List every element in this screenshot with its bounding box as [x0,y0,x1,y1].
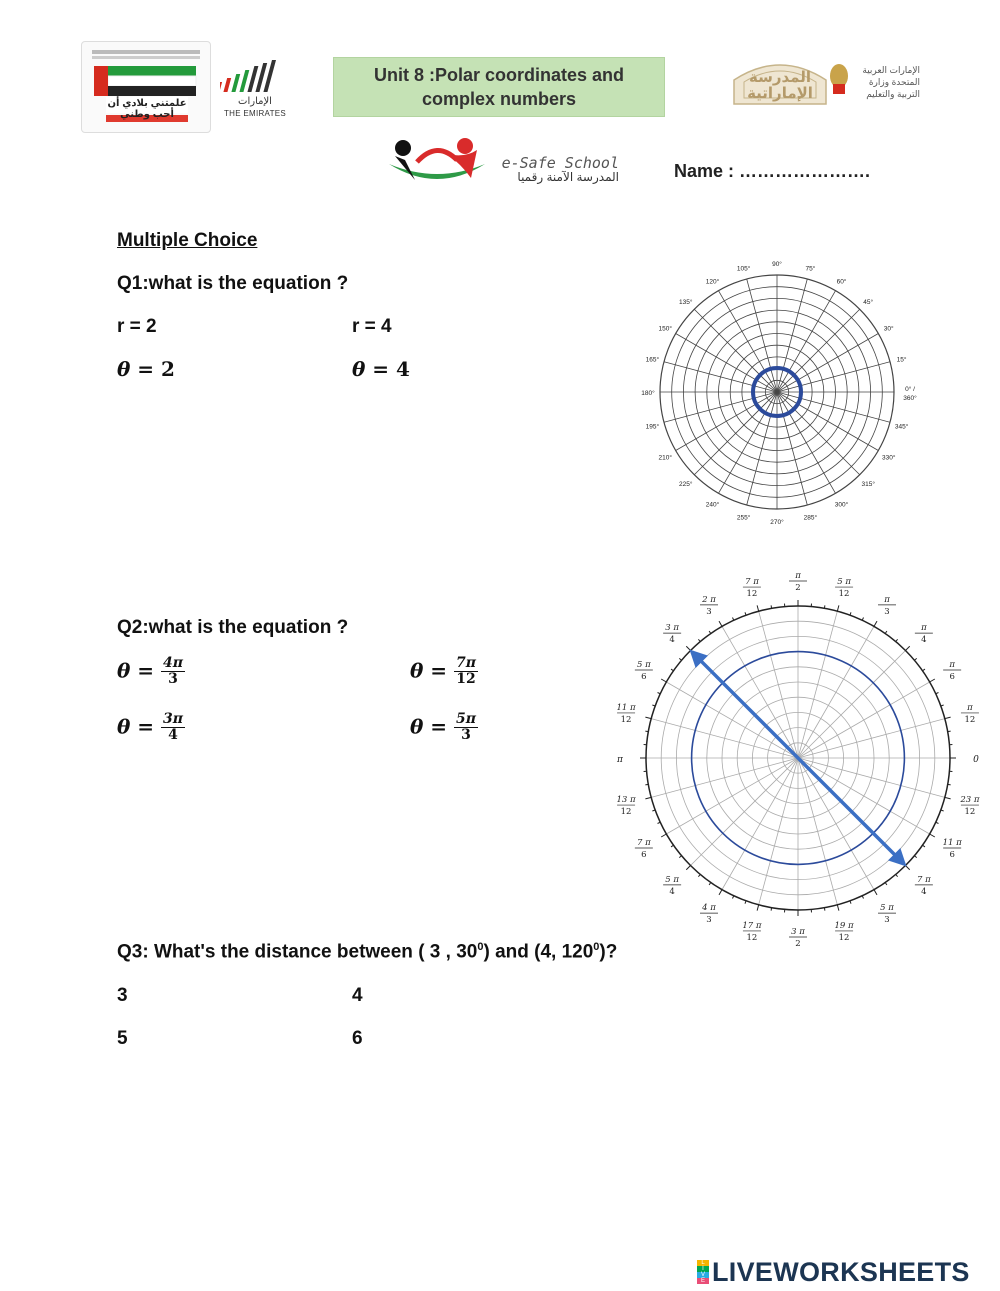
angle-label: 330° [881,454,896,462]
tick-mark [661,679,666,682]
emirates-label: THE EMIRATES [223,109,287,118]
tick-mark [896,874,898,876]
angle-label [742,921,762,943]
fraction [454,712,478,744]
q2-question: Q2:what is the equation ? [117,617,349,638]
angle-label [973,755,979,765]
grid-spoke [777,392,836,493]
angle-label [616,755,624,765]
icon-letter: E [697,1278,709,1284]
liveworksheets-logo [697,1256,970,1288]
tick-mark [948,731,951,732]
angle-label-den: 12 [838,932,850,943]
angle-label-num: 5 π [636,660,651,670]
unit-title-box [333,57,665,117]
q2-option-b[interactable] [410,656,478,688]
angle-label-num: 5 π [880,903,894,914]
theta-symbol: θ = [352,357,390,381]
tick-mark [923,845,925,847]
tick-mark [862,618,863,621]
angle-label-den: 3 [706,606,712,617]
angle-label: 165° [645,356,660,364]
tick-mark [945,797,951,799]
q3-question-pre: Q3: What's the distance between ( 3 , 30 [117,941,478,963]
angle-label: 210° [658,454,673,462]
angle-label: 105° [736,265,751,273]
esafe-arabic: المدرسة الآمنة رقميا [517,170,619,184]
tick-mark [658,692,661,693]
tick-mark [936,822,939,823]
esafe-figures-icon [387,134,487,190]
q2-polar-grid [612,572,982,947]
angle-label: 240° [705,501,720,509]
angle-label: 120° [705,278,720,286]
tick-mark [719,890,722,895]
angle-label: 345° [894,423,909,431]
q3-question-post: )? [599,941,618,963]
angle-label-num: 13 π [616,795,636,806]
angle-label [743,577,761,599]
q3-sup1: 0 [477,941,484,953]
angle-label-den: 3 [706,915,712,926]
tick-mark [885,883,887,885]
angle-label [663,875,681,897]
tick-mark [930,679,935,682]
tick-mark [771,605,772,608]
left-logo [81,41,211,133]
angle-label: 30° [883,325,894,333]
q1-option-a[interactable]: r = 2 [117,316,157,337]
tick-mark [874,621,877,626]
angle-label-num: π [949,660,955,670]
grid-spoke [798,682,930,758]
ministry-logo [730,50,920,110]
grid-spoke [777,291,836,392]
fraction-den: 3 [168,671,178,688]
angle-label-den: 6 [949,672,955,682]
angle-label-den: 12 [964,807,976,818]
tick-mark [698,639,700,641]
angle-label-den: 12 [620,807,632,818]
name-field[interactable]: Name : …………………. [674,161,871,181]
angle-label-den: 4 [921,886,927,897]
tick-mark [709,631,711,633]
tick-mark [645,717,651,719]
theta-symbol: θ = [117,357,155,381]
angle-label: 45° [863,298,874,306]
angle-label: 75° [805,265,816,273]
q3-question-mid: ) and (4, 120 [483,941,594,963]
tick-mark [757,905,759,911]
angle-label-den: 6 [641,850,647,860]
angle-label-den: 2 [795,583,801,593]
angle-label: 360° [903,395,917,402]
angle-label-den: 12 [746,589,758,600]
q3-option-a[interactable]: 3 [117,985,128,1006]
q2-option-c[interactable] [117,712,185,744]
angle-label [943,660,961,682]
angle-label-num: 11 π [942,838,962,848]
left-logo-text: علمتني بلادي أن أحب وطني [107,98,187,120]
grid-spoke [666,758,798,834]
tick-mark [645,731,648,732]
angle-label-num: π [921,623,927,634]
angle-label [835,577,853,599]
angle-label: 135° [679,298,693,306]
tick-mark [885,631,887,633]
tick-mark [661,834,666,837]
angle-label-num: 7 π [745,577,759,588]
tick-mark [671,845,673,847]
fraction-num: 7π [456,655,477,671]
angle-label: 150° [658,325,673,333]
angle-label [700,903,718,925]
theta-symbol: θ = [410,714,448,739]
angle-label: 225° [679,481,693,489]
angle-label-den: 4 [669,635,675,646]
tick-mark [905,646,909,650]
q3-question [117,941,617,963]
angle-label-den: 3 [884,606,890,617]
theta-symbol: θ = [410,658,448,683]
q3-option-d[interactable]: 6 [352,1028,363,1049]
angle-label-den: 6 [641,672,647,682]
angle-label [789,927,807,947]
grid-spoke [777,392,878,451]
angle-label-den: 12 [838,589,850,600]
tick-mark [732,896,733,899]
grid-spoke [798,719,945,758]
tick-mark [914,856,916,858]
theta-symbol: θ = [117,658,155,683]
section-title: Multiple Choice [117,230,258,251]
angle-label [663,623,681,645]
tick-mark [862,896,863,899]
angle-label: 255° [736,514,751,522]
tick-mark [945,717,951,719]
fraction-den: 4 [168,727,178,744]
q1-option-d-value: 4 [396,357,410,381]
angle-label [878,903,896,925]
fraction [161,656,185,688]
q3-option-c[interactable]: 5 [117,1028,128,1049]
angle-label: 315° [861,481,875,489]
q1-polar-grid [626,252,926,537]
angle-label-den: 4 [921,635,927,646]
grid-spoke [676,392,777,451]
tick-mark [658,822,661,823]
ministry-arabic: الإمارات العربية المتحدة وزارة التربية والتعليم [862,65,920,99]
angle-label: 180° [641,390,655,397]
angle-label [943,838,963,860]
school-arabic: المدرسة الإماراتية [747,69,813,102]
angle-label: 0° / [905,386,915,393]
angle-label-num: 3 π [791,927,805,937]
grid-spoke [651,758,798,797]
grid-spoke [798,611,837,758]
angle-label [835,921,855,943]
tick-mark [732,618,733,621]
angle-label-num: π [795,572,801,581]
angle-label [789,572,807,593]
tick-mark [679,658,681,660]
tick-mark [671,669,673,671]
tick-mark [771,908,772,911]
fraction [161,712,185,744]
angle-label [700,595,718,617]
theta-symbol: θ = [117,714,155,739]
angle-label-den: 12 [620,714,632,725]
tick-mark [936,692,939,693]
fraction [454,656,478,688]
tick-mark [837,905,839,911]
q3-option-b[interactable]: 4 [352,985,363,1006]
angle-label: 195° [645,423,660,431]
angle-label [878,595,896,617]
angle-label-num: 5 π [665,874,679,885]
angle-label-num: 2 π [702,594,716,605]
angle-label [617,795,637,817]
q1-option-c-value: 2 [161,357,175,381]
icon-letter: V [697,1272,709,1278]
grid-spoke [777,334,878,393]
unit-title-line1: Unit 8 :Polar coordinates and [373,65,625,85]
tick-mark [709,883,711,885]
angle-label [635,838,653,860]
angle-label-den: 12 [746,932,758,943]
grid-spoke [722,758,798,890]
tick-mark [679,856,681,858]
fraction-num: 5π [456,711,477,727]
angle-label-num: 4 π [702,903,716,914]
angle-label: 285° [803,514,818,522]
angle-label [959,795,980,817]
angle-label [961,703,979,725]
angle-label: 300° [834,501,849,509]
angle-label-den: 2 [795,939,801,947]
angle-label-num: 17 π [742,920,762,931]
grid-spoke [719,392,778,493]
angle-label-num: 7 π [917,874,931,885]
tick-mark [719,621,722,626]
grid-spoke [676,334,777,393]
liveworksheets-icon [697,1260,709,1284]
fraction-num: 3π [163,711,184,727]
angle-label-num: 7 π [636,838,651,848]
q2-option-d[interactable] [410,712,478,744]
tick-mark [686,646,690,650]
liveworksheets-brand: LIVEWORKSHEETS [712,1256,970,1287]
q1-option-d[interactable] [352,357,410,381]
fraction-den: 3 [461,727,471,744]
tick-mark [824,605,825,608]
tick-mark [645,784,648,785]
angle-label-den: 3 [884,915,890,926]
tick-mark [905,865,909,869]
q2-option-a[interactable] [117,656,185,688]
unit-title-line2: complex numbers [421,89,577,109]
esafe-label: e-Safe School [501,154,619,172]
falcon-emblem-icon [826,62,852,98]
tick-mark [874,890,877,895]
tick-mark [698,874,700,876]
tick-mark [914,658,916,660]
tick-mark [923,669,925,671]
q3-sup2: 0 [593,941,600,953]
angle-label-num: 11 π [616,702,636,713]
emirates-bars-icon [220,60,290,96]
icon-letter: L [697,1260,709,1266]
angle-label: 15° [896,356,907,364]
tick-mark [824,908,825,911]
angle-label-text: 0 [973,755,979,765]
angle-label [915,875,933,897]
q1-option-c[interactable] [117,357,175,381]
tick-mark [930,834,935,837]
angle-label-den: 6 [949,850,955,860]
tick-mark [948,784,951,785]
emirates-arabic: الإمارات [238,96,272,107]
fraction-den: 12 [456,671,476,688]
q1-question: Q1:what is the equation ? [117,273,349,294]
angle-label-den: 12 [964,714,976,725]
tick-mark [757,605,759,611]
esafe-logo [387,134,622,194]
tick-mark [645,797,651,799]
angle-label [915,623,933,645]
fraction-num: 4π [163,655,184,671]
angle-label-text: π [617,755,623,765]
angle-label-num: π [967,702,973,713]
angle-label-num: 5 π [837,577,851,588]
icon-letter: I [697,1266,709,1272]
q1-option-b[interactable]: r = 4 [352,316,392,337]
angle-label: 270° [770,519,784,526]
angle-label [635,660,653,682]
emirates-logo [220,60,290,120]
grid-spoke [719,291,778,392]
angle-label-num: 19 π [834,920,854,931]
tick-mark [686,865,690,869]
angle-label-num: π [884,594,890,605]
angle-label-den: 4 [669,886,675,897]
grid-spoke [798,626,874,758]
tick-mark [896,639,898,641]
angle-label: 60° [836,278,847,286]
angle-label-num: 3 π [665,623,679,634]
tick-mark [837,605,839,611]
angle-label: 90° [772,261,782,268]
grid-spoke [759,758,798,905]
angle-label-num: 23 π [960,795,980,806]
angle-label [617,703,637,725]
